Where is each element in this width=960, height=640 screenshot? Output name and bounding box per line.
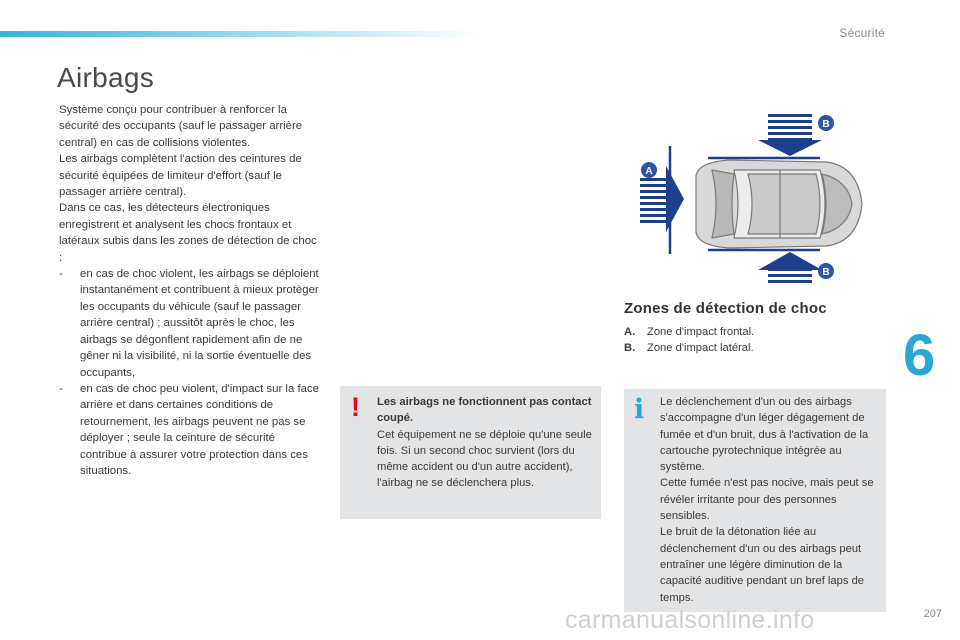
bullet-text: en cas de choc peu violent, d'impact sur la face arrière et dans certaines conditions de retournement, les airbags peuvent ne pas se déployer ; seule la ceinture de sécurité contribue à assurer votre protection dans ces situations. bbox=[80, 382, 319, 477]
zones-list bbox=[624, 324, 864, 356]
exclamation-icon: ! bbox=[351, 392, 360, 422]
label-badge-b-top bbox=[818, 115, 834, 131]
warning-heading: Les airbags ne fonctionnent pas contact coupé. bbox=[377, 396, 592, 425]
intro-paragraph: Les airbags complètent l'action des ceintures de sécurité équipées de limiteur d'effort (sauf le passager arrière central). bbox=[59, 153, 302, 199]
impact-zones-diagram bbox=[630, 108, 870, 290]
zone-letter: A. bbox=[624, 326, 636, 338]
page-number: 207 bbox=[923, 608, 942, 620]
warning-body: Cet équipement ne se déploie qu'une seule fois. Si un second choc survient (lors du même accident ou d'un autre accident), l'airbag ne se déclenchera plus. bbox=[377, 428, 592, 490]
info-text bbox=[660, 394, 882, 606]
zones-title: Zones de détection de choc bbox=[624, 300, 827, 317]
bullet-text: en cas de choc violent, les airbags se déploient instantanément et contribuent à mieux protèger les occupants du véhicule (sauf le passager arrière central) ; aussitôt après le choc, les airbags se dégonflent rapidement afin de ne gêner ni la visibilité, ni la sortie éventuelle des occupants, bbox=[80, 268, 319, 379]
header-accent-bar bbox=[0, 31, 480, 37]
intro-paragraph: Dans ce cas, les détecteurs électroniques enregistrent et analysent les chocs frontaux et latéraux subis dans les zones de détection de choc : bbox=[59, 202, 317, 264]
side-impact-arrow-bottom bbox=[758, 252, 822, 283]
info-paragraph: Cette fumée n'est pas nocive, mais peut se révéler irritante pour des personnes sensibles. bbox=[660, 477, 874, 523]
warning-box bbox=[340, 386, 601, 519]
zone-letter: B. bbox=[624, 342, 636, 354]
zone-text: Zone d'impact frontal. bbox=[647, 326, 755, 338]
info-icon: i bbox=[634, 394, 645, 425]
bullet-marker: - bbox=[59, 268, 63, 281]
zone-item bbox=[624, 324, 864, 340]
chapter-number: 6 bbox=[903, 323, 936, 388]
diagram-label: B bbox=[822, 119, 830, 130]
intro-bullet bbox=[59, 381, 321, 479]
diagram-label: A bbox=[645, 166, 653, 177]
side-impact-arrow-top bbox=[758, 114, 822, 156]
info-paragraph: Le bruit de la détonation liée au déclenchement d'un ou des airbags peut entraîner une légère diminution de la capacité auditive pendant un bref laps de temps. bbox=[660, 526, 865, 604]
info-box bbox=[624, 389, 886, 612]
section-header: Sécurité bbox=[839, 26, 885, 40]
warning-text bbox=[377, 394, 593, 492]
intro-bullet bbox=[59, 266, 321, 381]
label-badge-a bbox=[641, 162, 657, 178]
diagram-label: B bbox=[822, 267, 830, 278]
intro-paragraph: Système conçu pour contribuer à renforcer la sécurité des occupants (sauf le passager arrière central) en cas de collisions violentes. bbox=[59, 104, 303, 149]
intro-bullets bbox=[59, 266, 321, 479]
intro-text bbox=[59, 102, 321, 479]
car-top-view bbox=[696, 160, 862, 248]
page-title: Airbags bbox=[57, 62, 155, 93]
label-badge-b-bottom bbox=[818, 263, 834, 279]
bullet-marker: - bbox=[59, 382, 63, 395]
watermark: carmanualsonline.info bbox=[565, 606, 815, 634]
zone-text: Zone d'impact latéral. bbox=[647, 342, 754, 354]
zone-item bbox=[624, 340, 864, 356]
info-paragraph: Le déclenchement d'un ou des airbags s'accompagne d'un léger dégagement de fumée et d'un bruit, dus à l'activation de la cartouche pyrotechnique intégrée au système. bbox=[660, 396, 869, 474]
